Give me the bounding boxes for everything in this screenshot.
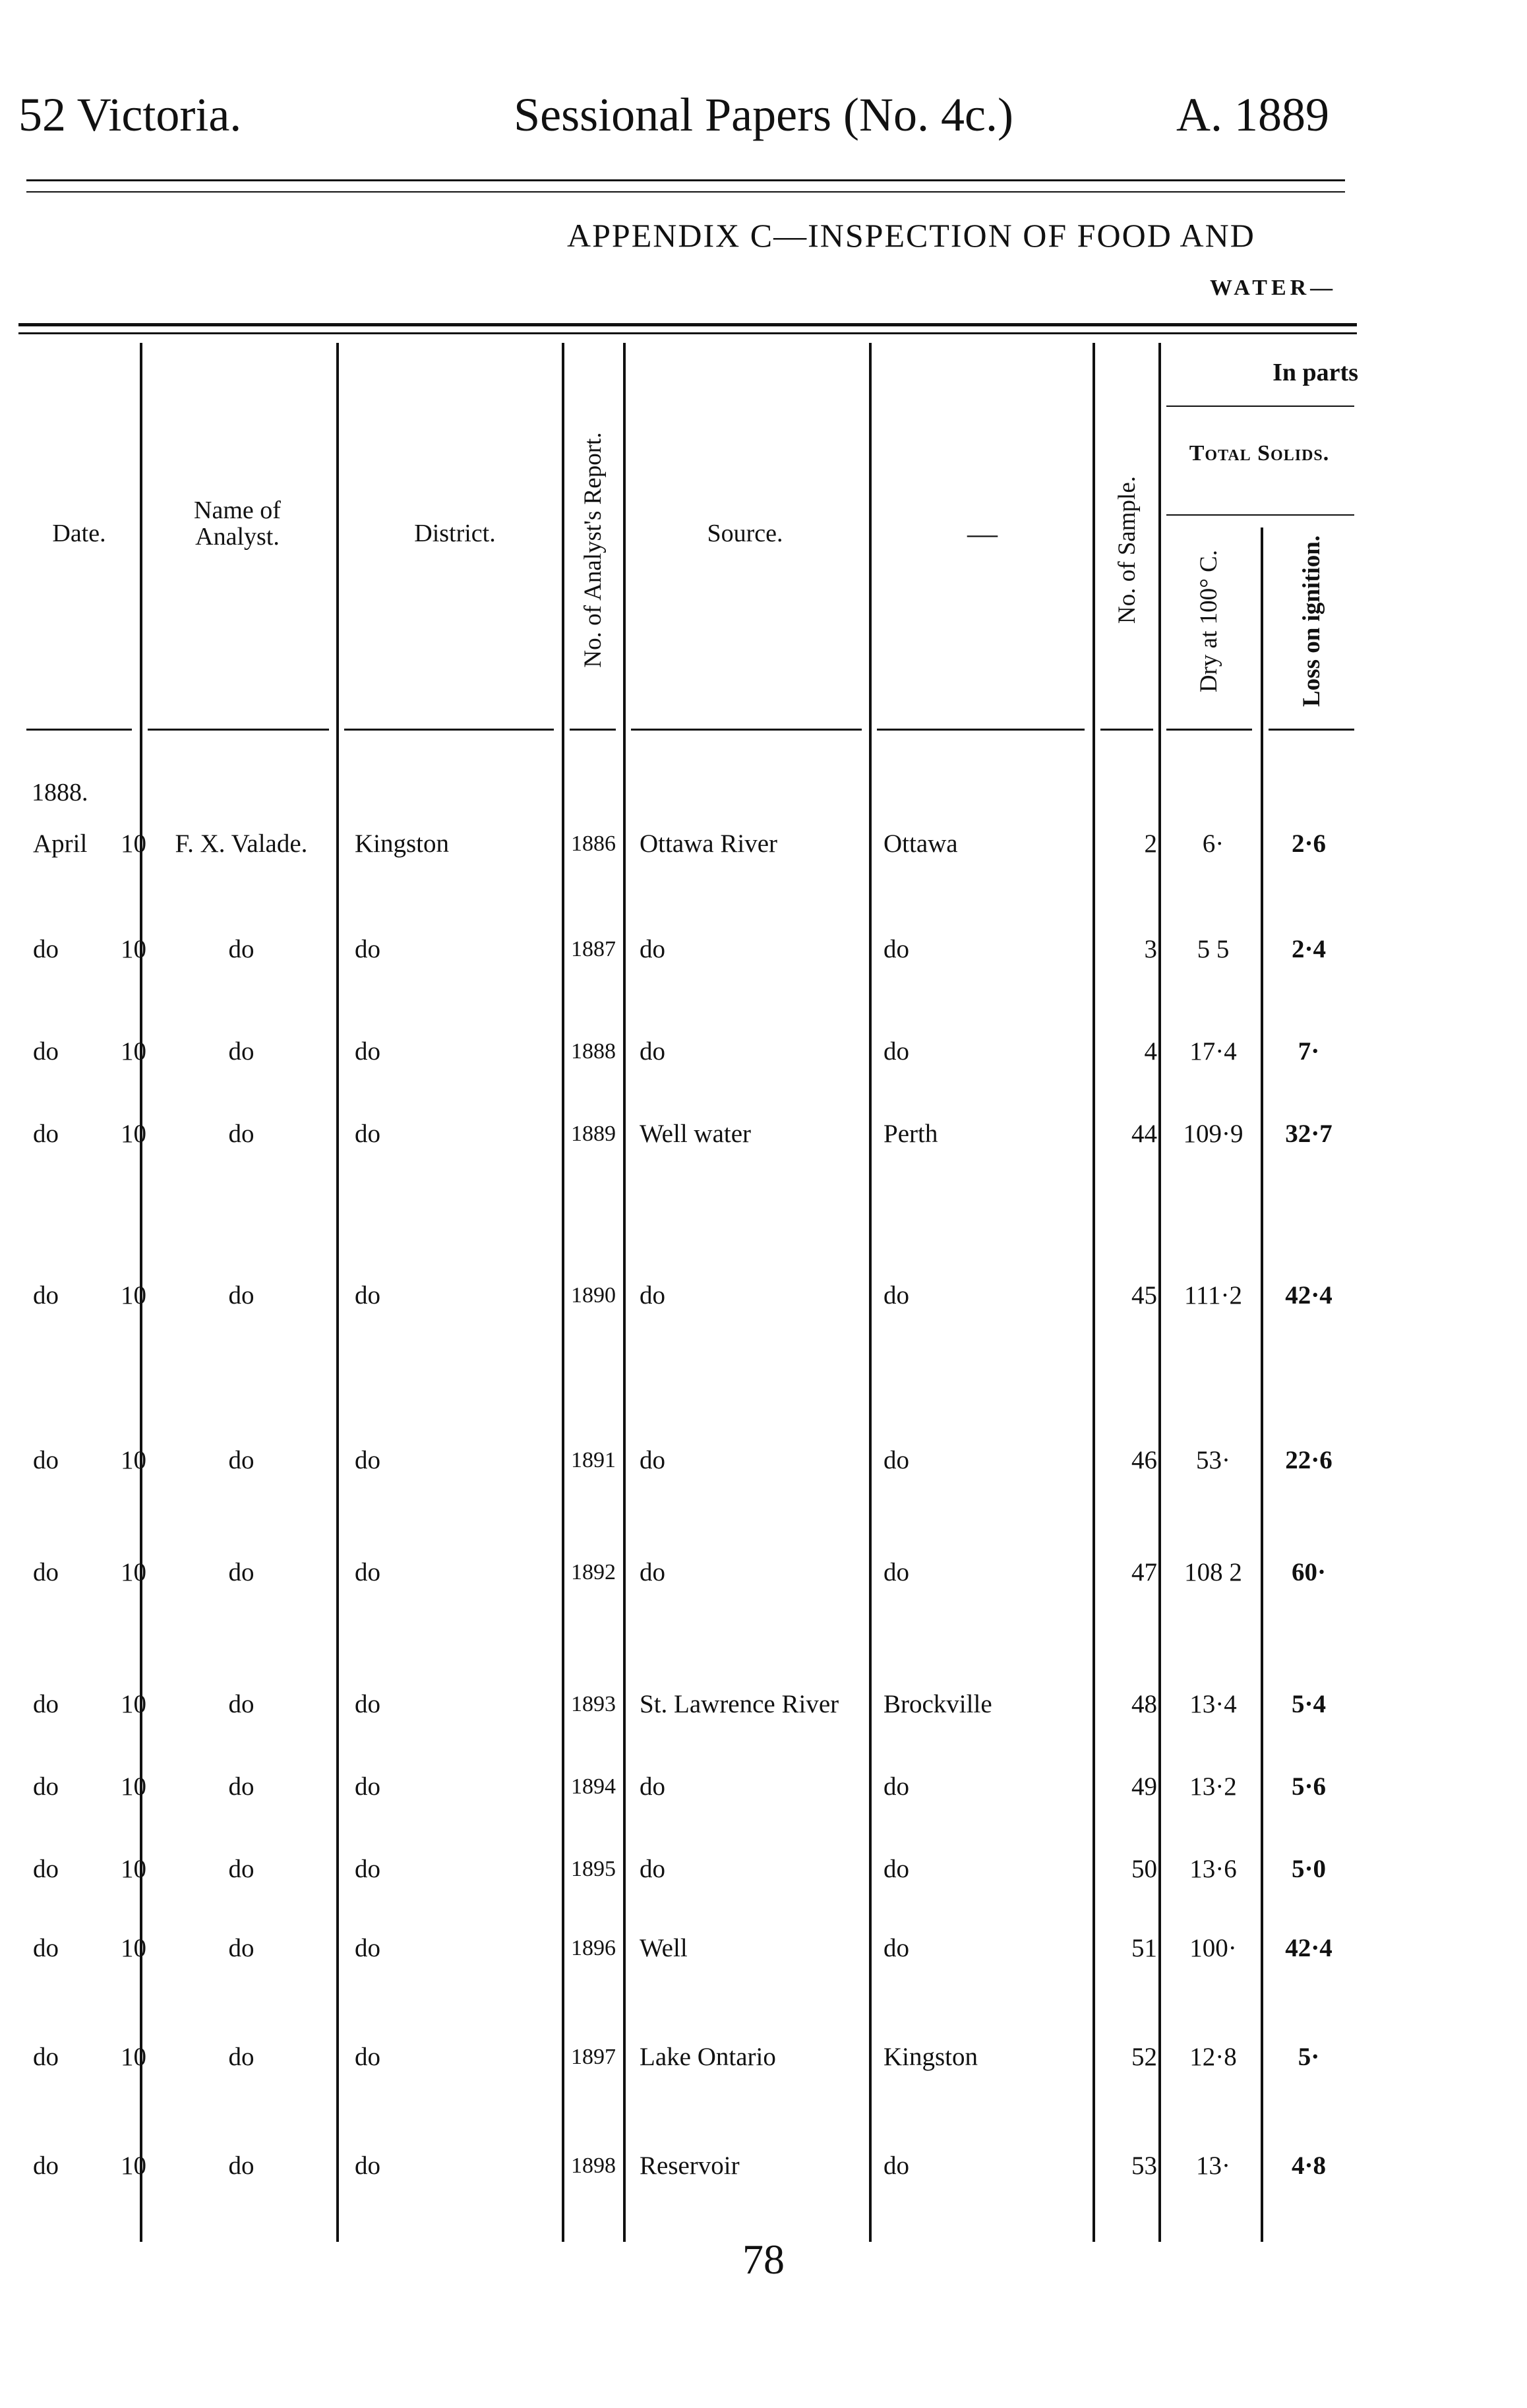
- report-number-cell: 1898: [571, 2153, 616, 2178]
- date-month-cell: do: [33, 1855, 59, 1883]
- column-header-sample: No. of Sample.: [1114, 475, 1141, 624]
- year-heading: 1888.: [32, 779, 88, 806]
- district-cell: do: [355, 1281, 380, 1309]
- district-cell: Kingston: [355, 829, 450, 858]
- date-month-cell: do: [33, 1772, 59, 1801]
- date-month-cell: do: [33, 1690, 59, 1718]
- table-row: [0, 930, 1527, 969]
- date-day-cell: 10: [121, 1120, 146, 1148]
- column-header-district: District.: [414, 520, 496, 547]
- source-cell: Reservoir: [640, 2152, 740, 2180]
- dry-solids-cell: 13·: [1196, 2152, 1230, 2180]
- date-day-cell: 10: [121, 1934, 146, 1962]
- place-cell: do: [883, 935, 909, 963]
- date-month-cell: do: [33, 1120, 59, 1148]
- date-day-cell: 10: [121, 1855, 146, 1883]
- report-number-cell: 1889: [571, 1122, 616, 1146]
- source-cell: Ottawa River: [640, 829, 778, 858]
- col-line-dry: [1261, 527, 1263, 2242]
- sample-number-cell: 46: [1131, 1446, 1157, 1474]
- date-month-cell: do: [33, 2043, 59, 2071]
- district-cell: do: [355, 2152, 380, 2180]
- head-underline-analyst: [148, 729, 329, 731]
- date-day-cell: 10: [121, 2152, 146, 2180]
- table-row: [0, 824, 1527, 864]
- source-cell: do: [640, 1446, 665, 1474]
- loss-on-ignition-cell: 5·6: [1291, 1772, 1326, 1801]
- sample-number-cell: 51: [1131, 1934, 1157, 1962]
- dry-solids-cell: 109·9: [1183, 1120, 1243, 1148]
- dry-solids-cell: 13·4: [1189, 1690, 1237, 1718]
- sample-number-cell: 45: [1131, 1281, 1157, 1309]
- place-cell: Brockville: [883, 1690, 992, 1718]
- appendix-title: APPENDIX C—INSPECTION OF FOOD AND: [567, 217, 1255, 254]
- place-cell: do: [883, 1446, 909, 1474]
- analyst-cell: do: [228, 1934, 254, 1962]
- dry-solids-cell: 108 2: [1184, 1558, 1242, 1586]
- header-rule-bottom: [26, 191, 1345, 193]
- source-cell: Lake Ontario: [640, 2043, 776, 2071]
- dry-solids-cell: 12·8: [1189, 2043, 1237, 2071]
- source-cell: do: [640, 1772, 665, 1801]
- loss-on-ignition-cell: 2·4: [1291, 935, 1326, 963]
- column-header-dry: Dry at 100° C.: [1195, 549, 1222, 693]
- district-cell: do: [355, 1446, 380, 1474]
- column-header-analyst: Name of Analyst.: [194, 497, 281, 551]
- sample-number-cell: 48: [1131, 1690, 1157, 1718]
- column-header-total-solids: Total Solids.: [1189, 441, 1330, 466]
- column-header-source: Source.: [707, 520, 783, 547]
- table-row: [0, 1850, 1527, 1889]
- appendix-subtitle: WATER—: [1210, 276, 1337, 300]
- district-cell: do: [355, 1120, 380, 1148]
- report-number-cell: 1890: [571, 1283, 616, 1308]
- place-cell: Perth: [883, 1120, 938, 1148]
- dry-solids-cell: 5 5: [1197, 935, 1230, 963]
- district-cell: do: [355, 1772, 380, 1801]
- sample-number-cell: 4: [1144, 1037, 1157, 1066]
- head-underline-district: [344, 729, 554, 731]
- report-number-cell: 1886: [571, 831, 616, 856]
- loss-on-ignition-cell: 60·: [1291, 1558, 1326, 1586]
- source-cell: do: [640, 1558, 665, 1586]
- head-underline-dry: [1166, 729, 1252, 731]
- table-top-rule: [18, 323, 1357, 326]
- place-cell: do: [883, 1855, 909, 1883]
- table-row: [0, 1929, 1527, 1968]
- date-month-cell: April: [33, 829, 88, 858]
- dry-solids-cell: 13·6: [1189, 1855, 1237, 1883]
- place-cell: do: [883, 1772, 909, 1801]
- report-number-cell: 1895: [571, 1857, 616, 1881]
- table-row: [0, 1767, 1527, 1807]
- sample-number-cell: 52: [1131, 2043, 1157, 2071]
- loss-on-ignition-cell: 42·4: [1285, 1281, 1332, 1309]
- place-cell: Kingston: [883, 2043, 978, 2071]
- analyst-cell: do: [228, 1120, 254, 1148]
- table-row: [0, 1276, 1527, 1315]
- analyst-cell: do: [228, 1855, 254, 1883]
- report-number-cell: 1888: [571, 1039, 616, 1064]
- source-cell: Well: [640, 1934, 688, 1962]
- sample-number-cell: 50: [1131, 1855, 1157, 1883]
- report-number-cell: 1893: [571, 1692, 616, 1716]
- district-cell: do: [355, 1690, 380, 1718]
- dry-solids-cell: 111·2: [1183, 1281, 1243, 1309]
- source-cell: do: [640, 1281, 665, 1309]
- dry-solids-cell: 53·: [1196, 1446, 1230, 1474]
- date-month-cell: do: [33, 1934, 59, 1962]
- place-cell: do: [883, 1037, 909, 1066]
- head-underline-report: [570, 729, 616, 731]
- sample-number-cell: 3: [1144, 935, 1157, 963]
- column-header-in-parts: In parts: [1272, 359, 1358, 386]
- sample-number-cell: 49: [1131, 1772, 1157, 1801]
- report-number-cell: 1896: [571, 1936, 616, 1960]
- date-day-cell: 10: [121, 935, 146, 963]
- date-day-cell: 10: [121, 2043, 146, 2071]
- source-cell: St. Lawrence River: [640, 1690, 839, 1718]
- analyst-cell: do: [228, 1772, 254, 1801]
- report-number-cell: 1887: [571, 937, 616, 961]
- head-underline-source: [631, 729, 862, 731]
- date-month-cell: do: [33, 1446, 59, 1474]
- loss-on-ignition-cell: 5·: [1298, 2043, 1320, 2071]
- district-cell: do: [355, 2043, 380, 2071]
- session-label: 52 Victoria.: [18, 88, 242, 141]
- source-cell: Well water: [640, 1120, 752, 1148]
- loss-on-ignition-cell: 32·7: [1285, 1120, 1332, 1148]
- head-underline-loss: [1269, 729, 1354, 731]
- analyst-cell: do: [228, 1281, 254, 1309]
- date-day-cell: 10: [121, 1690, 146, 1718]
- dry-solids-cell: 13·2: [1189, 1772, 1237, 1801]
- head-underline-inparts: [1166, 406, 1354, 407]
- head-underline-sample: [1100, 729, 1153, 731]
- date-day-cell: 10: [121, 829, 146, 858]
- date-day-cell: 10: [121, 1446, 146, 1474]
- place-cell: do: [883, 1281, 909, 1309]
- table-row: [0, 1441, 1527, 1480]
- dry-solids-cell: 17·4: [1189, 1037, 1237, 1066]
- place-cell: do: [883, 1558, 909, 1586]
- analyst-cell: do: [228, 935, 254, 963]
- head-underline-place: [877, 729, 1085, 731]
- table-row: [0, 2146, 1527, 2186]
- source-cell: do: [640, 1037, 665, 1066]
- loss-on-ignition-cell: 7·: [1298, 1037, 1320, 1066]
- date-day-cell: 10: [121, 1772, 146, 1801]
- loss-on-ignition-cell: 5·0: [1291, 1855, 1326, 1883]
- source-cell: do: [640, 1855, 665, 1883]
- table-row: [0, 1032, 1527, 1071]
- district-cell: do: [355, 1934, 380, 1962]
- analyst-cell: do: [228, 1558, 254, 1586]
- date-day-cell: 10: [121, 1281, 146, 1309]
- header-rule-top: [26, 179, 1345, 181]
- dry-solids-cell: 6·: [1202, 829, 1224, 858]
- analyst-cell: do: [228, 1037, 254, 1066]
- district-cell: do: [355, 1558, 380, 1586]
- place-cell: Ottawa: [883, 829, 958, 858]
- column-header-loss: Loss on ignition.: [1298, 535, 1325, 707]
- analyst-cell: do: [228, 1446, 254, 1474]
- column-header-date: Date.: [52, 520, 106, 547]
- date-month-cell: do: [33, 1037, 59, 1066]
- source-cell: do: [640, 935, 665, 963]
- loss-on-ignition-cell: 42·4: [1285, 1934, 1332, 1962]
- report-number-cell: 1894: [571, 1774, 616, 1799]
- table-row: [0, 2037, 1527, 2077]
- sample-number-cell: 44: [1131, 1120, 1157, 1148]
- date-day-cell: 10: [121, 1037, 146, 1066]
- page-number: 78: [742, 2236, 785, 2283]
- analyst-cell: do: [228, 1690, 254, 1718]
- report-number-cell: 1892: [571, 1560, 616, 1584]
- loss-on-ignition-cell: 5·4: [1291, 1690, 1326, 1718]
- date-month-cell: do: [33, 2152, 59, 2180]
- analyst-cell: F. X. Valade.: [175, 829, 308, 858]
- loss-on-ignition-cell: 22·6: [1285, 1446, 1332, 1474]
- date-month-cell: do: [33, 1281, 59, 1309]
- date-day-cell: 10: [121, 1558, 146, 1586]
- year-label: A. 1889: [1176, 88, 1329, 141]
- report-number-cell: 1897: [571, 2045, 616, 2069]
- head-underline-date: [26, 729, 132, 731]
- report-number-cell: 1891: [571, 1448, 616, 1472]
- table-row: [0, 1685, 1527, 1724]
- loss-on-ignition-cell: 2·6: [1291, 829, 1326, 858]
- analyst-cell: do: [228, 2043, 254, 2071]
- date-month-cell: do: [33, 1558, 59, 1586]
- table-row: [0, 1114, 1527, 1154]
- sample-number-cell: 53: [1131, 2152, 1157, 2180]
- analyst-cell: do: [228, 2152, 254, 2180]
- sample-number-cell: 2: [1144, 829, 1157, 858]
- column-header-place: —: [967, 516, 998, 550]
- district-cell: do: [355, 1037, 380, 1066]
- date-month-cell: do: [33, 935, 59, 963]
- column-header-report: No. of Analyst's Report.: [580, 432, 607, 668]
- district-cell: do: [355, 1855, 380, 1883]
- document-title: Sessional Papers (No. 4c.): [514, 88, 1013, 141]
- table-row: [0, 1553, 1527, 1592]
- loss-on-ignition-cell: 4·8: [1291, 2152, 1326, 2180]
- place-cell: do: [883, 1934, 909, 1962]
- head-underline-totalsolids: [1166, 514, 1354, 516]
- sample-number-cell: 47: [1131, 1558, 1157, 1586]
- place-cell: do: [883, 2152, 909, 2180]
- dry-solids-cell: 100·: [1189, 1934, 1237, 1962]
- district-cell: do: [355, 935, 380, 963]
